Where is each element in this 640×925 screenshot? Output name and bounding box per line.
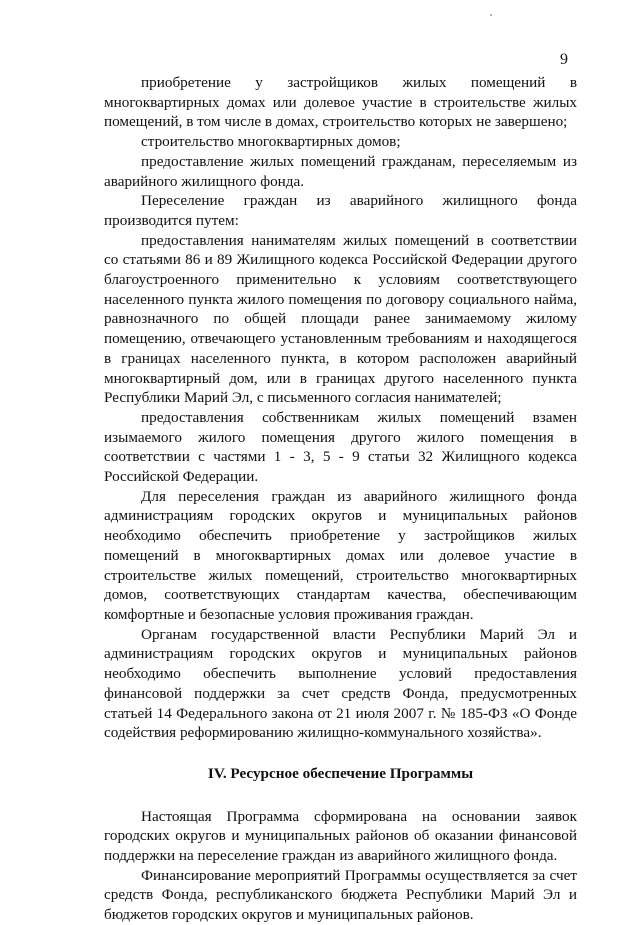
paragraph-program-formed: Настоящая Программа сформирована на основании заявок городских округов и муниципальных районов об оказании финансовой поддержки на переселение граждан из аварийного жилищного фонда.	[104, 807, 577, 865]
paragraph-owners: предоставления собственникам жилых помещений взамен изымаемого жилого помещения другого жилого помещения в соответствии с частями 1 - 3, 5 - 9 статьи 32 Жилищного кодекса Российской Федерации.	[104, 408, 577, 486]
paragraph-provision: предоставление жилых помещений гражданам, переселяемым из аварийного жилищного фонда.	[104, 152, 577, 190]
paragraph-state-authorities: Органам государственной власти Республики Марий Эл и администрациям городских округов и муниципальных районов необходимо обеспечить выполнение условий предоставления финансовой поддержки за счет средств Фонда, предусмотренных статьей 14 Федерального закона от 21 июля 2007 г. № 185-ФЗ «О Фонде содействия реформированию жилищно-коммунального хозяйства».	[104, 625, 577, 742]
page-number: 9	[560, 51, 568, 68]
paragraph-resettlement-methods: Переселение граждан из аварийного жилищного фонда производится путем:	[104, 192, 577, 229]
paragraph-acquisition: приобретение у застройщиков жилых помещений в многоквартирных домах или долевое участие в строительстве жилых помещений, в том числе в домах, строительство которых не завершено;	[104, 74, 577, 131]
section-heading: IV. Ресурсное обеспечение Программы	[207, 764, 474, 782]
paragraph-construction: строительство многоквартирных домов;	[141, 133, 401, 151]
document-body	[104, 73, 577, 925]
paragraph-administrations: Для переселения граждан из аварийного жилищного фонда администрациям городских округов и муниципальных районов необходимо обеспечить приобретение у застройщиков жилых помещений в многоквартирных домах или долевое участие в строительстве жилых помещений, строительство многоквартирных домов, соответствующих стандартам качества, обеспечивающим комфортные и безопасные условия проживания граждан.	[104, 487, 577, 623]
paragraph-tenants: предоставления нанимателям жилых помещений в соответствии со статьями 86 и 89 Жилищного кодекса Российской Федерации другого благоустроенного применительно к условиям соответствующего населенного пункта жилого помещения по договору социального найма, равнозначного по общей площади ранее занимаемому жилому помещению, отвечающего установленным требованиям и находящегося в границах населенного пункта, в котором расположен аварийный многоквартирный дом, или в границах другого населенного пункта Республики Марий Эл, с письменного согласия нанимателей;	[104, 231, 577, 407]
paragraph-financing: Финансирование мероприятий Программы осуществляется за счет средств Фонда, республиканского бюджета Республики Марий Эл и бюджетов городских округов и муниципальных районов.	[104, 866, 577, 924]
scan-speck	[490, 14, 492, 16]
